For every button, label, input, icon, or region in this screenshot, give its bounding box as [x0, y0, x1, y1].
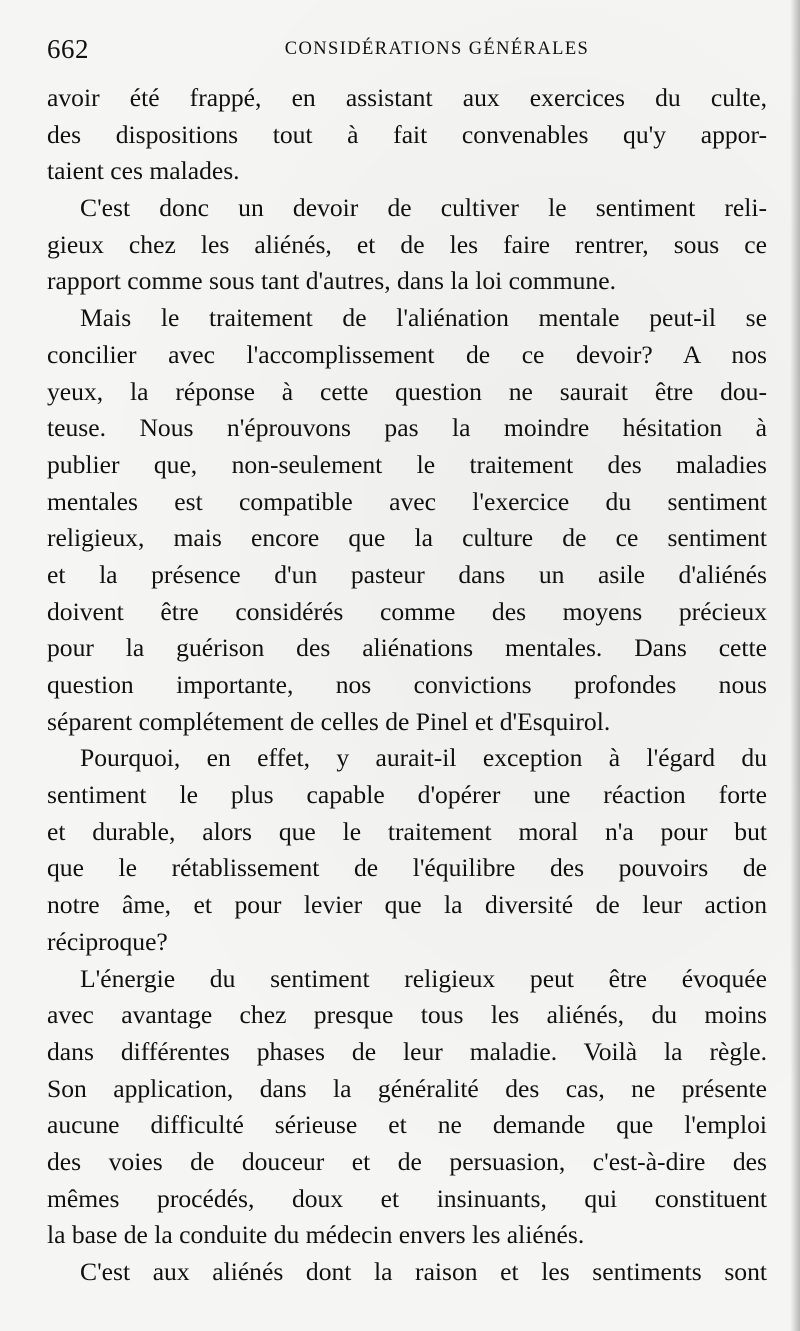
text-line: rapport comme sous tant d'autres, dans la loi commune. — [47, 266, 616, 296]
text-line: pour la guérison des aliénations mentales. Dans cette — [47, 633, 767, 663]
text-line: dans différentes phases de leur maladie. Voilà la règle. — [47, 1036, 767, 1066]
text-line: aucune difficulté sérieuse et ne demande que l'emploi — [47, 1110, 767, 1140]
text-line: concilier avec l'accomplissement de ce devoir? A nos — [47, 339, 767, 369]
text-line: que le rétablissement de l'équilibre des pouvoirs de — [47, 853, 767, 883]
text-line: Pourquoi, en effet, y aurait-il exception à l'égard du — [80, 743, 767, 773]
body-text — [47, 80, 767, 1291]
text-line: teuse. Nous n'éprouvons pas la moindre hésitation à — [47, 413, 767, 443]
text-line: religieux, mais encore que la culture de ce sentiment — [47, 523, 767, 553]
page-number: 662 — [47, 34, 89, 64]
text-line: mentales est compatible avec l'exercice du sentiment — [47, 486, 767, 516]
page-header — [47, 34, 767, 68]
text-line: mêmes procédés, doux et insinuants, qui constituent — [47, 1183, 767, 1213]
text-line: L'énergie du sentiment religieux peut être évoquée — [80, 963, 767, 993]
text-line: des voies de douceur et de persuasion, c'est-à-dire des — [47, 1146, 767, 1176]
text-line: Son application, dans la généralité des cas, ne présente — [47, 1073, 767, 1103]
text-line: C'est aux aliénés dont la raison et les sentiments sont — [80, 1257, 767, 1286]
text-line: question importante, nos convictions profondes nous — [47, 670, 767, 699]
text-line: notre âme, et pour levier que la diversité de leur action — [47, 890, 767, 920]
text-line: sentiment le plus capable d'opérer une réaction forte — [47, 780, 767, 810]
page-edge-shadow — [790, 0, 800, 1331]
text-line: Mais le traitement de l'aliénation mentale peut-il se — [80, 303, 767, 333]
text-line: avec avantage chez presque tous les aliénés, du moins — [47, 1000, 767, 1030]
text-line: la base de la conduite du médecin envers les aliénés. — [47, 1220, 585, 1250]
running-head: CONSIDÉRATIONS GÉNÉRALES — [284, 39, 590, 59]
text-line: yeux, la réponse à cette question ne saurait être dou- — [47, 376, 767, 406]
text-line: avoir été frappé, en assistant aux exercices du culte, — [47, 83, 767, 112]
text-line: C'est donc un devoir de cultiver le sentiment reli- — [80, 193, 767, 223]
text-line: gieux chez les aliénés, et de les faire rentrer, sous ce — [47, 229, 767, 259]
text-line: taient ces malades. — [47, 156, 240, 186]
text-line: publier que, non-seulement le traitement des maladies — [47, 449, 767, 479]
text-line: et la présence d'un pasteur dans un asile d'aliénés — [47, 559, 767, 589]
text-line: et durable, alors que le traitement moral n'a pour but — [47, 816, 767, 846]
text-line: réciproque? — [47, 926, 168, 956]
text-line: doivent être considérés comme des moyens précieux — [47, 596, 767, 626]
text-line: des dispositions tout à fait convenables qu'y appor- — [47, 119, 767, 149]
text-line: séparent complétement de celles de Pinel et d'Esquirol. — [47, 706, 611, 736]
